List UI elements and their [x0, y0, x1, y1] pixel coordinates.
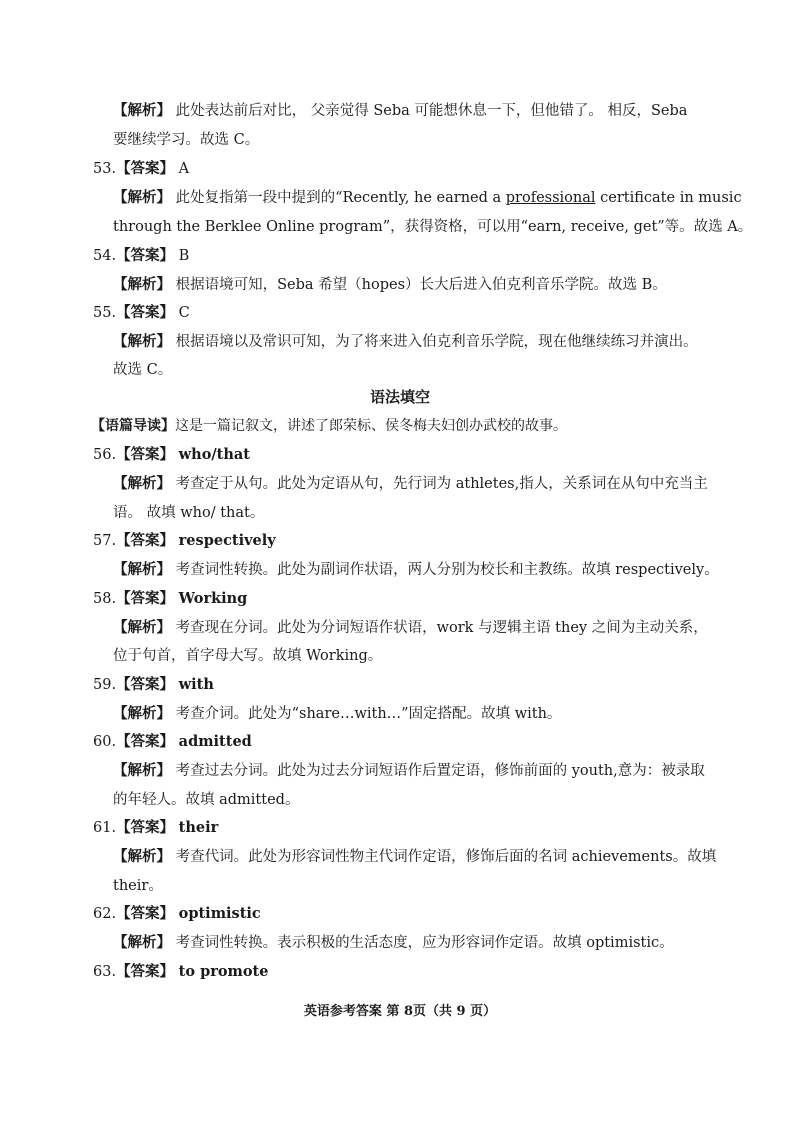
- explanation-60-line2: 的年轻人。故填 admitted。: [113, 792, 300, 808]
- answer-label: 【答案】: [116, 304, 175, 321]
- explanation-label: 【解析】: [113, 561, 171, 578]
- explanation-label: 【解析】: [113, 848, 171, 865]
- answer-label: 【答案】: [116, 963, 175, 980]
- intro-explanation-line1: [113, 101, 687, 121]
- guide-text: 这是一篇记叙文，讲述了郎荣标、侯冬梅夫妇创办武校的故事。: [175, 418, 567, 434]
- underlined-word: professional: [505, 190, 596, 206]
- guide-label: 【语篇导读】: [91, 418, 175, 434]
- answer-value: to promote: [178, 963, 269, 980]
- explanation-label: 【解析】: [113, 276, 171, 293]
- explanation-text: 考查介词。此处为“share…with…”固定搭配。故填 with。: [175, 706, 562, 722]
- intro-explanation-line2: 要继续学习。故选 C。: [113, 132, 260, 148]
- explanation-text: 考查代词。此处为形容词性物主代词作定语，修饰后面的名词 achievements。故填: [175, 849, 717, 865]
- explanation-label: 【解析】: [113, 934, 171, 951]
- answer-57: [93, 531, 276, 551]
- answer-60: [93, 732, 252, 752]
- question-number: 55.: [93, 305, 117, 321]
- explanation-59-line1: [113, 704, 561, 724]
- page-footer: 英语参考答案 第 8页（共 9 页）: [303, 1004, 497, 1019]
- answer-label: 【答案】: [116, 160, 175, 177]
- answer-value: with: [178, 676, 214, 693]
- answer-label: 【答案】: [116, 590, 175, 607]
- answer-label: 【答案】: [116, 676, 175, 693]
- answer-54: [93, 246, 189, 266]
- question-number: 61.: [93, 820, 117, 836]
- explanation-label: 【解析】: [113, 619, 171, 636]
- explanation-62-line1: [113, 933, 674, 953]
- explanation-label: 【解析】: [113, 705, 171, 722]
- explanation-54-line1: [113, 275, 667, 295]
- explanation-58-line1: [113, 618, 708, 638]
- explanation-53-line2: through the Berklee Online program”，获得资格，可以用“earn, receive, get”等。故选 A。: [113, 219, 753, 235]
- answer-56: [93, 445, 250, 465]
- question-number: 54.: [93, 248, 117, 264]
- answer-value: Working: [178, 590, 248, 607]
- answer-value: respectively: [178, 532, 276, 549]
- explanation-label: 【解析】: [113, 475, 171, 492]
- explanation-label: 【解析】: [113, 102, 171, 119]
- explanation-61-line2: their。: [113, 878, 163, 894]
- explanation-55-line2: 故选 C。: [113, 362, 173, 378]
- explanation-text-b: certificate in music: [595, 190, 742, 206]
- answer-value: optimistic: [178, 905, 261, 922]
- answer-53: [93, 159, 189, 179]
- answer-62: [93, 904, 261, 924]
- explanation-label: 【解析】: [113, 333, 171, 350]
- answer-value: who/that: [178, 446, 250, 463]
- answer-value: admitted: [178, 733, 252, 750]
- explanation-text: 此处表达前后对比， 父亲觉得 Seba 可能想休息一下，但他错了。 相反，Seba: [175, 103, 688, 119]
- answer-label: 【答案】: [116, 905, 175, 922]
- answer-label: 【答案】: [116, 247, 175, 264]
- question-number: 57.: [93, 533, 117, 549]
- answer-label: 【答案】: [116, 532, 175, 549]
- explanation-58-line2: 位于句首，首字母大写。故填 Working。: [113, 648, 383, 664]
- answer-value: C: [178, 305, 190, 321]
- answer-58: [93, 589, 247, 609]
- explanation-56-line2: 语。 故填 who/ that。: [113, 505, 265, 521]
- explanation-56-line1: [113, 474, 708, 494]
- answer-label: 【答案】: [116, 733, 175, 750]
- explanation-text: 考查过去分词。此处为过去分词短语作后置定语，修饰前面的 youth,意为：被录取: [175, 763, 705, 779]
- explanation-55-line1: [113, 332, 698, 352]
- explanation-text: 考查词性转换。此处为副词作状语，两人分别为校长和主教练。故填 respectively。: [175, 562, 719, 578]
- answer-value: B: [178, 248, 190, 264]
- question-number: 60.: [93, 734, 117, 750]
- passage-guide: [91, 415, 567, 435]
- answer-61: [93, 818, 218, 838]
- explanation-text: 考查现在分词。此处为分词短语作状语，work 与逻辑主语 they 之间为主动关系，: [175, 620, 708, 636]
- explanation-60-line1: [113, 761, 705, 781]
- answer-55: [93, 303, 190, 323]
- answer-label: 【答案】: [116, 819, 175, 836]
- explanation-53-line1: [113, 188, 742, 208]
- explanation-text: 根据语境可知，Seba 希望（hopes）长大后进入伯克利音乐学院。故选 B。: [175, 277, 667, 293]
- question-number: 62.: [93, 906, 117, 922]
- explanation-57-line1: [113, 560, 719, 580]
- explanation-61-line1: [113, 847, 716, 867]
- explanation-text-a: 此处复指第一段中提到的“Recently, he earned a: [175, 190, 506, 206]
- question-number: 56.: [93, 447, 117, 463]
- question-number: 63.: [93, 964, 117, 980]
- answer-63: [93, 962, 268, 982]
- section-title: 语法填空: [369, 388, 430, 406]
- question-number: 58.: [93, 591, 117, 607]
- answer-value: their: [178, 819, 219, 836]
- answer-value: A: [178, 161, 190, 177]
- question-number: 53.: [93, 161, 117, 177]
- explanation-text: 考查词性转换。表示积极的生活态度，应为形容词作定语。故填 optimistic。: [175, 935, 674, 951]
- explanation-text: 根据语境以及常识可知，为了将来进入伯克利音乐学院，现在他继续练习并演出。: [175, 334, 698, 350]
- question-number: 59.: [93, 677, 117, 693]
- answer-label: 【答案】: [116, 446, 175, 463]
- explanation-label: 【解析】: [113, 189, 171, 206]
- explanation-label: 【解析】: [113, 762, 171, 779]
- explanation-text: 考查定于从句。此处为定语从句，先行词为 athletes,指人，关系词在从句中充当主: [175, 476, 708, 492]
- answer-59: [93, 675, 214, 695]
